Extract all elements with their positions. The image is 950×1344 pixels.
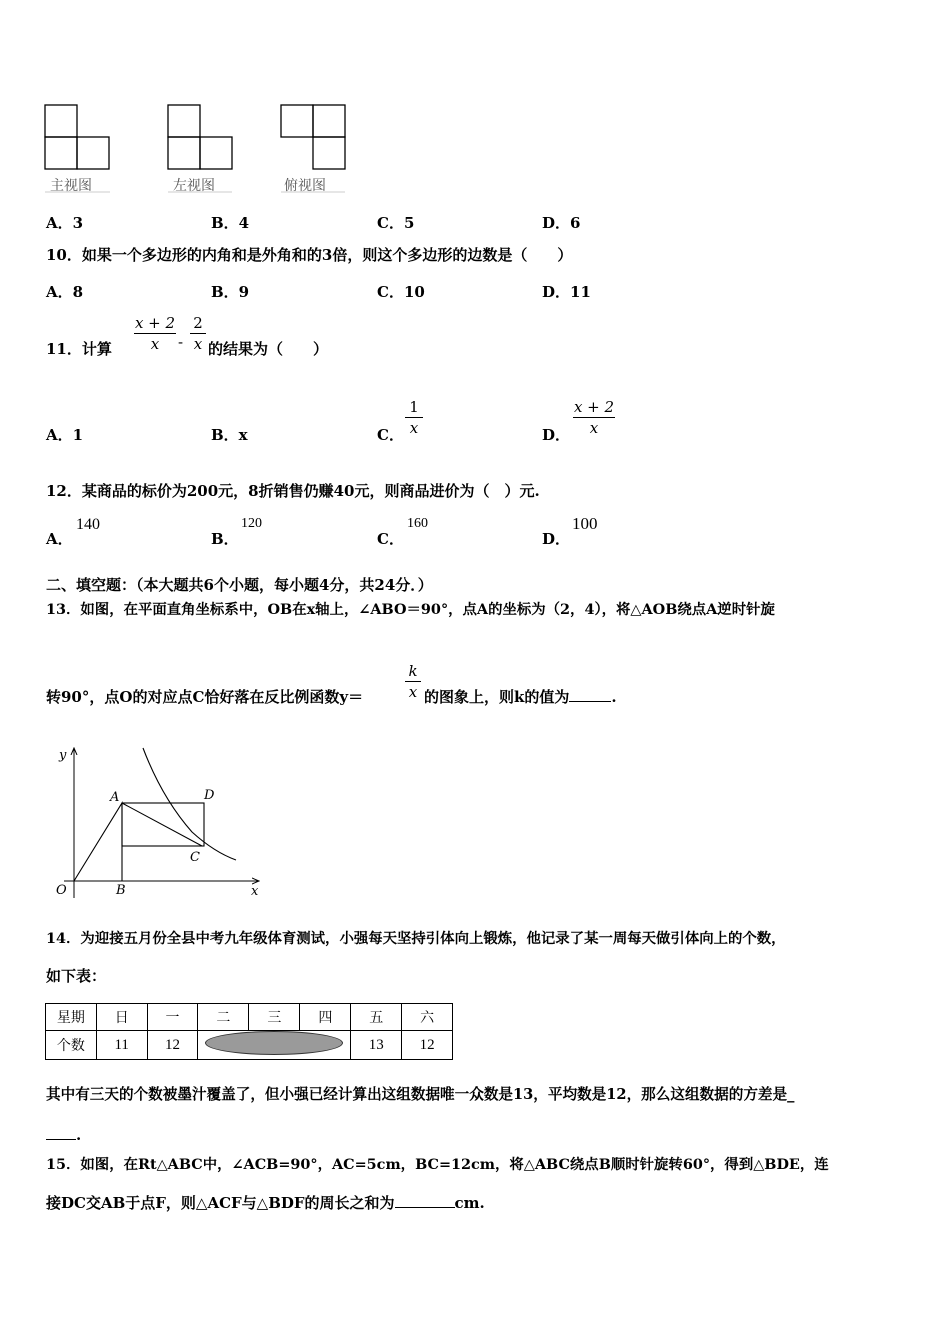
q14-data-table — [45, 1003, 453, 1060]
table-header-cell: 日 — [96, 1004, 147, 1031]
main-view-drawing — [45, 105, 109, 169]
q11-fraction-2-numerator: 2 — [193, 314, 203, 332]
graph-label-D: D — [204, 788, 215, 803]
q15-line-1: 15．如图，在Rt△ABC中，∠ACB=90°，AC=5cm，BC=12cm，将△ABC绕点B顺时针旋转60°，得到△BDE，连 — [46, 1156, 829, 1173]
q11-option-d-denominator: x — [589, 419, 599, 437]
q11-prefix: 11．计算 — [46, 340, 112, 358]
table-header-cell: 六 — [402, 1004, 453, 1031]
table-cell: 12 — [147, 1031, 198, 1060]
q10-stem: 10．如果一个多边形的内角和是外角和的3倍，则这个多边形的边数是（ ） — [46, 246, 573, 264]
q14-line-2: 如下表： — [46, 967, 107, 985]
q12-option-d-value: 100 — [572, 514, 598, 533]
q10-option-a: A．8 — [46, 283, 84, 301]
q13-line-2-period: . — [611, 688, 617, 706]
table-header-cell: 三 — [249, 1004, 300, 1031]
table-row-label: 个数 — [46, 1031, 97, 1060]
ink-covered-cells — [198, 1031, 351, 1060]
top-view-drawing — [281, 105, 345, 169]
q14-line-4 — [46, 1125, 81, 1145]
graph-label-y: y — [59, 748, 67, 763]
q14-line-1: 14．为迎接五月份全县中考九年级体育测试，小强每天坚持引体向上锻炼，他记录了某一周每天做引体向上的个数， — [46, 930, 786, 947]
graph-label-B: B — [116, 883, 126, 898]
q11-option-c-denominator: x — [409, 419, 419, 437]
q13-line-1: 13．如图，在平面直角坐标系中，OB在x轴上，∠ABO＝90°，点A的坐标为（2，4），将△AOB绕点A逆时针旋 — [46, 601, 775, 618]
q11-fraction-1 — [134, 314, 176, 353]
q11-minus: - — [178, 333, 184, 351]
table-header-cell: 四 — [300, 1004, 351, 1031]
q13-line-2-end — [424, 687, 617, 707]
q12-option-d-label: D． — [542, 530, 571, 548]
q14-line-4-period: . — [76, 1126, 82, 1144]
q11-suffix: 的结果为（ ） — [208, 340, 329, 358]
q11-option-d-fraction — [573, 398, 615, 437]
graph-label-x: x — [251, 884, 259, 899]
graph-label-C: C — [190, 850, 200, 865]
table-header-cell: 五 — [351, 1004, 402, 1031]
q13-answer-blank[interactable] — [569, 701, 611, 702]
q11-option-d-numerator: x + 2 — [573, 398, 615, 416]
q9-option-c: C．5 — [377, 214, 415, 232]
graph-label-O: O — [56, 883, 67, 898]
main-view-label: 主视图 — [50, 178, 92, 194]
table-row — [46, 1004, 453, 1031]
q11-fraction-1-denominator: x — [150, 335, 160, 353]
q11-option-d-label: D． — [542, 426, 571, 444]
table-header-cell: 一 — [147, 1004, 198, 1031]
q10-option-c: C．10 — [377, 283, 425, 301]
table-cell: 12 — [402, 1031, 453, 1060]
q11-option-a: A．1 — [46, 426, 84, 444]
q11-option-c-label: C． — [377, 426, 404, 444]
q11-option-b: B．x — [211, 426, 248, 444]
q12-option-b-label: B． — [211, 530, 239, 548]
q10-option-d: D．11 — [542, 283, 591, 301]
q13-fraction-numerator: k — [408, 662, 418, 680]
q9-option-a: A．3 — [46, 214, 84, 232]
hyperbola-curve — [143, 748, 236, 860]
table-row — [46, 1031, 453, 1060]
q12-option-c-label: C． — [377, 530, 404, 548]
q11-option-c-fraction — [405, 398, 423, 437]
q13-fraction — [405, 662, 421, 701]
top-view-label: 俯视图 — [284, 178, 326, 194]
q11-fraction-1-numerator: x + 2 — [134, 314, 176, 332]
table-header-cell: 星期 — [46, 1004, 97, 1031]
q15-line-2-text: 接DC交AB于点F，则△ACF与△BDF的周长之和为 — [46, 1194, 395, 1212]
q11-option-c-numerator: 1 — [409, 398, 419, 416]
left-view-label: 左视图 — [173, 178, 215, 194]
graph-label-A: A — [110, 790, 120, 805]
q13-line-2-text: 的图象上，则k的值为 — [424, 688, 570, 706]
segment-A-C — [122, 803, 202, 846]
table-cell: 11 — [96, 1031, 147, 1060]
q11-fraction-2 — [190, 314, 206, 353]
q12-option-b-value: 120 — [241, 516, 262, 531]
q14-answer-blank[interactable] — [46, 1139, 76, 1140]
q15-line-2 — [46, 1193, 485, 1213]
q12-stem: 12．某商品的标价为200元，8折销售仍赚40元，则商品进价为（ ）元. — [46, 482, 540, 500]
q9-option-b: B．4 — [211, 214, 250, 232]
q14-line-3: 其中有三天的个数被墨汁覆盖了，但小强已经计算出这组数据唯一众数是13，平均数是12，那么这组数据的方差是_ — [46, 1086, 795, 1103]
left-view-drawing — [168, 105, 232, 169]
q12-option-a-value: 140 — [76, 516, 100, 533]
table-cell: 13 — [351, 1031, 402, 1060]
table-header-cell: 二 — [198, 1004, 249, 1031]
q10-option-b: B．9 — [211, 283, 250, 301]
ink-blot — [205, 1031, 343, 1055]
q13-line-2-start: 转90°，点O的对应点C恰好落在反比例函数y＝ — [46, 688, 364, 706]
section-2-heading: 二、填空题：（本大题共6个小题，每小题4分，共24分．） — [46, 576, 433, 594]
q13-coordinate-graph — [44, 740, 269, 900]
q15-answer-blank[interactable] — [395, 1207, 455, 1208]
q11-fraction-2-denominator: x — [193, 335, 203, 353]
q13-fraction-denominator: x — [408, 683, 418, 701]
q12-option-c-value: 160 — [407, 516, 428, 531]
segment-O-A-B — [74, 803, 122, 881]
q12-option-a-label: A． — [46, 530, 73, 548]
q9-option-d: D．6 — [542, 214, 581, 232]
q15-line-2-unit: cm. — [454, 1194, 485, 1212]
